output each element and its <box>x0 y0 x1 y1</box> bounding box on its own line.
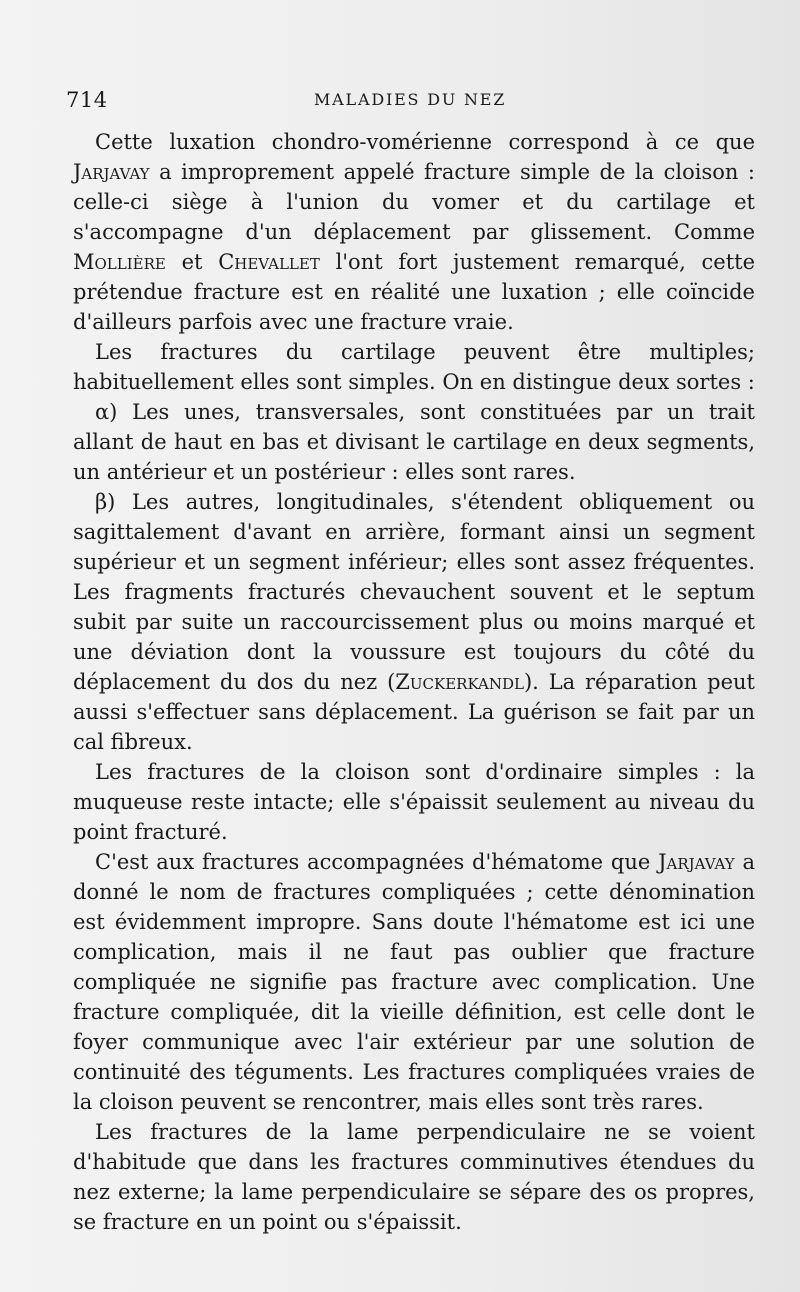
author-name: Jarjavay <box>73 160 150 184</box>
paragraph-complicated-fractures: C'est aux fractures accompagnées d'hématome que Jarjavay a donné le nom de fractures compliquées ; cette dénomination est évidemment impropre. Sans doute l'hématome est ici une complication, mais il ne faut pas oublier que fracture compliquée ne signifie pas fracture avec complication. Une fracture compliquée, dit la vieille définition, est celle dont le foyer communique avec l'air extérieur par une solution de continuité des téguments. Les fractures compliquées vraies de la cloison peuvent se rencontrer, mais elles sont très rares. <box>73 850 755 1114</box>
paragraph-luxation: Cette luxation chondro-vomérienne correspond à ce que Jarjavay a improprement appelé fracture simple de la cloison : celle-ci siège à l'union du vomer et du cartilage et s'accompagne d'un déplacement par glissement. Comme Mollière et Chevallet l'ont fort justement remarqué, cette prétendue fracture est en réalité une luxation ; elle coïncide d'ailleurs parfois avec une fracture vraie. <box>73 130 756 334</box>
paragraph-simple-fractures: Les fractures de la cloison sont d'ordinaire simples : la muqueuse reste intacte; elle s'épaissit seulement au niveau du point fracturé. <box>73 760 755 844</box>
running-head: MALADIES DU NEZ <box>314 90 507 109</box>
page-header <box>66 88 756 118</box>
paragraph-alpha: α) Les unes, transversales, sont constituées par un trait allant de haut en bas et divisant le cartilage en deux segments, un antérieur et un postérieur : elles sont rares. <box>73 400 755 484</box>
author-name: Chevallet <box>218 250 320 274</box>
author-name: Jarjavay <box>658 850 735 874</box>
author-name: Zuckerkandl <box>395 670 524 694</box>
body-text <box>73 127 755 1237</box>
paragraph-cartilage-fractures: Les fractures du cartilage peuvent être multiples; habituellement elles sont simples. On en distingue deux sortes : <box>73 340 755 394</box>
paragraph-beta: β) Les autres, longitudinales, s'étendent obliquement ou sagittalement d'avant en arrière, formant ainsi un segment supérieur et un segment inférieur; elles sont assez fréquentes. Les fragments fracturés chevauchent souvent et le septum subit par suite un raccourcissement plus ou moins marqué et une déviation dont la voussure est toujours du côté du déplacement du dos du nez (Zuckerkandl). La réparation peut aussi s'effectuer sans déplacement. La guérison se fait par un cal fibreux. <box>73 490 755 754</box>
author-name: Mollière <box>73 250 166 274</box>
page-number: 714 <box>66 88 108 112</box>
paragraph-perpendicular-plate: Les fractures de la lame perpendiculaire ne se voient d'habitude que dans les fractures comminutives étendues du nez externe; la lame perpendiculaire se sépare des os propres, se fracture en un point ou s'épaissit. <box>73 1120 755 1234</box>
